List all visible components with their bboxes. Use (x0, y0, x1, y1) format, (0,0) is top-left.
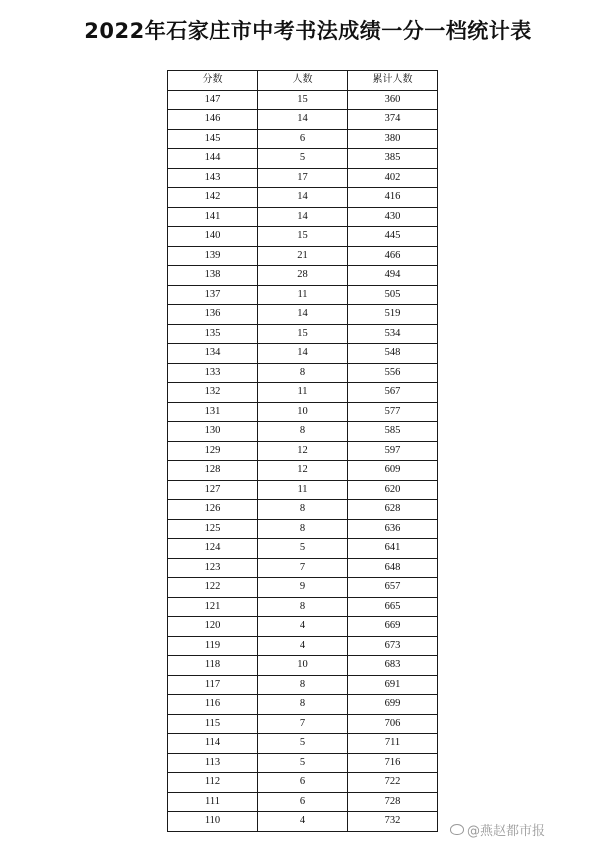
cell-count: 6 (258, 792, 348, 812)
cell-cumulative: 609 (348, 461, 438, 481)
weibo-icon (450, 824, 464, 835)
table-row (168, 695, 438, 715)
cell-score: 116 (168, 695, 258, 715)
cell-count: 8 (258, 519, 348, 539)
cell-count: 4 (258, 617, 348, 637)
cell-count: 5 (258, 539, 348, 559)
cell-count: 5 (258, 753, 348, 773)
cell-cumulative: 519 (348, 305, 438, 325)
cell-cumulative: 466 (348, 246, 438, 266)
table-row (168, 597, 438, 617)
cell-score: 121 (168, 597, 258, 617)
cell-count: 8 (258, 675, 348, 695)
cell-score: 132 (168, 383, 258, 403)
cell-cumulative: 494 (348, 266, 438, 286)
cell-count: 8 (258, 422, 348, 442)
cell-cumulative: 416 (348, 188, 438, 208)
cell-cumulative: 648 (348, 558, 438, 578)
column-header-count: 人数 (258, 71, 348, 91)
table-row (168, 792, 438, 812)
cell-cumulative: 585 (348, 422, 438, 442)
cell-count: 14 (258, 110, 348, 130)
cell-count: 11 (258, 383, 348, 403)
table-row (168, 461, 438, 481)
cell-score: 118 (168, 656, 258, 676)
cell-score: 142 (168, 188, 258, 208)
cell-count: 15 (258, 90, 348, 110)
cell-count: 9 (258, 578, 348, 598)
cell-count: 12 (258, 441, 348, 461)
cell-score: 139 (168, 246, 258, 266)
cell-count: 10 (258, 402, 348, 422)
cell-cumulative: 728 (348, 792, 438, 812)
table-row (168, 344, 438, 364)
cell-score: 113 (168, 753, 258, 773)
cell-cumulative: 665 (348, 597, 438, 617)
cell-count: 28 (258, 266, 348, 286)
cell-score: 119 (168, 636, 258, 656)
watermark (450, 820, 545, 839)
watermark-text: @燕赵都市报 (467, 824, 546, 839)
cell-score: 128 (168, 461, 258, 481)
cell-cumulative: 548 (348, 344, 438, 364)
cell-count: 10 (258, 656, 348, 676)
table-row (168, 90, 438, 110)
cell-cumulative: 628 (348, 500, 438, 520)
table-row (168, 675, 438, 695)
cell-score: 123 (168, 558, 258, 578)
table-body (168, 90, 438, 831)
table-row (168, 168, 438, 188)
cell-count: 8 (258, 695, 348, 715)
cell-score: 145 (168, 129, 258, 149)
table-row (168, 636, 438, 656)
cell-count: 14 (258, 207, 348, 227)
cell-score: 134 (168, 344, 258, 364)
cell-score: 129 (168, 441, 258, 461)
cell-count: 21 (258, 246, 348, 266)
cell-cumulative: 505 (348, 285, 438, 305)
cell-count: 11 (258, 285, 348, 305)
cell-score: 110 (168, 812, 258, 832)
cell-cumulative: 567 (348, 383, 438, 403)
cell-score: 111 (168, 792, 258, 812)
cell-cumulative: 683 (348, 656, 438, 676)
cell-count: 12 (258, 461, 348, 481)
cell-count: 15 (258, 324, 348, 344)
cell-cumulative: 385 (348, 149, 438, 169)
table-row (168, 480, 438, 500)
cell-count: 4 (258, 636, 348, 656)
column-header-score: 分数 (168, 71, 258, 91)
cell-cumulative: 706 (348, 714, 438, 734)
cell-score: 136 (168, 305, 258, 325)
cell-score: 117 (168, 675, 258, 695)
table-row (168, 110, 438, 130)
cell-count: 8 (258, 597, 348, 617)
table-row (168, 324, 438, 344)
cell-count: 14 (258, 344, 348, 364)
cell-score: 131 (168, 402, 258, 422)
table-row (168, 383, 438, 403)
cell-cumulative: 669 (348, 617, 438, 637)
table-row (168, 285, 438, 305)
cell-cumulative: 636 (348, 519, 438, 539)
table-row (168, 753, 438, 773)
score-distribution-table (167, 70, 438, 832)
cell-count: 11 (258, 480, 348, 500)
table-row (168, 305, 438, 325)
table-row (168, 246, 438, 266)
cell-score: 138 (168, 266, 258, 286)
cell-score: 112 (168, 773, 258, 793)
cell-score: 127 (168, 480, 258, 500)
table-header-row (168, 71, 438, 91)
cell-score: 126 (168, 500, 258, 520)
cell-count: 7 (258, 714, 348, 734)
cell-count: 5 (258, 149, 348, 169)
column-header-cumulative: 累计人数 (348, 71, 438, 91)
table-row (168, 734, 438, 754)
cell-score: 125 (168, 519, 258, 539)
cell-cumulative: 360 (348, 90, 438, 110)
cell-cumulative: 691 (348, 675, 438, 695)
cell-cumulative: 673 (348, 636, 438, 656)
cell-cumulative: 711 (348, 734, 438, 754)
cell-cumulative: 620 (348, 480, 438, 500)
cell-cumulative: 445 (348, 227, 438, 247)
cell-score: 147 (168, 90, 258, 110)
cell-count: 15 (258, 227, 348, 247)
cell-cumulative: 534 (348, 324, 438, 344)
cell-score: 146 (168, 110, 258, 130)
cell-cumulative: 380 (348, 129, 438, 149)
cell-cumulative: 556 (348, 363, 438, 383)
table-row (168, 363, 438, 383)
cell-score: 140 (168, 227, 258, 247)
cell-cumulative: 657 (348, 578, 438, 598)
table-row (168, 266, 438, 286)
cell-count: 17 (258, 168, 348, 188)
cell-count: 5 (258, 734, 348, 754)
cell-score: 130 (168, 422, 258, 442)
cell-score: 144 (168, 149, 258, 169)
table-row (168, 558, 438, 578)
table-row (168, 188, 438, 208)
cell-score: 143 (168, 168, 258, 188)
cell-cumulative: 732 (348, 812, 438, 832)
table-row (168, 714, 438, 734)
table-row (168, 422, 438, 442)
table-row (168, 149, 438, 169)
cell-score: 133 (168, 363, 258, 383)
table-row (168, 617, 438, 637)
cell-score: 120 (168, 617, 258, 637)
cell-score: 124 (168, 539, 258, 559)
table-row (168, 227, 438, 247)
cell-score: 137 (168, 285, 258, 305)
cell-score: 122 (168, 578, 258, 598)
cell-count: 8 (258, 500, 348, 520)
cell-cumulative: 722 (348, 773, 438, 793)
table-row (168, 812, 438, 832)
cell-cumulative: 374 (348, 110, 438, 130)
cell-cumulative: 402 (348, 168, 438, 188)
cell-cumulative: 641 (348, 539, 438, 559)
cell-cumulative: 716 (348, 753, 438, 773)
cell-count: 7 (258, 558, 348, 578)
cell-score: 115 (168, 714, 258, 734)
table-row (168, 441, 438, 461)
cell-count: 14 (258, 188, 348, 208)
cell-count: 14 (258, 305, 348, 325)
table-row (168, 578, 438, 598)
page-title: 2022年石家庄市中考书法成绩一分一档统计表 (84, 19, 532, 43)
cell-score: 114 (168, 734, 258, 754)
cell-count: 6 (258, 773, 348, 793)
cell-count: 4 (258, 812, 348, 832)
table-row (168, 500, 438, 520)
table-row (168, 402, 438, 422)
cell-cumulative: 430 (348, 207, 438, 227)
table-row (168, 519, 438, 539)
cell-cumulative: 699 (348, 695, 438, 715)
cell-cumulative: 577 (348, 402, 438, 422)
table-row (168, 656, 438, 676)
cell-count: 6 (258, 129, 348, 149)
table-row (168, 773, 438, 793)
table-row (168, 129, 438, 149)
table-row (168, 207, 438, 227)
table-row (168, 539, 438, 559)
cell-cumulative: 597 (348, 441, 438, 461)
cell-count: 8 (258, 363, 348, 383)
cell-score: 135 (168, 324, 258, 344)
cell-score: 141 (168, 207, 258, 227)
